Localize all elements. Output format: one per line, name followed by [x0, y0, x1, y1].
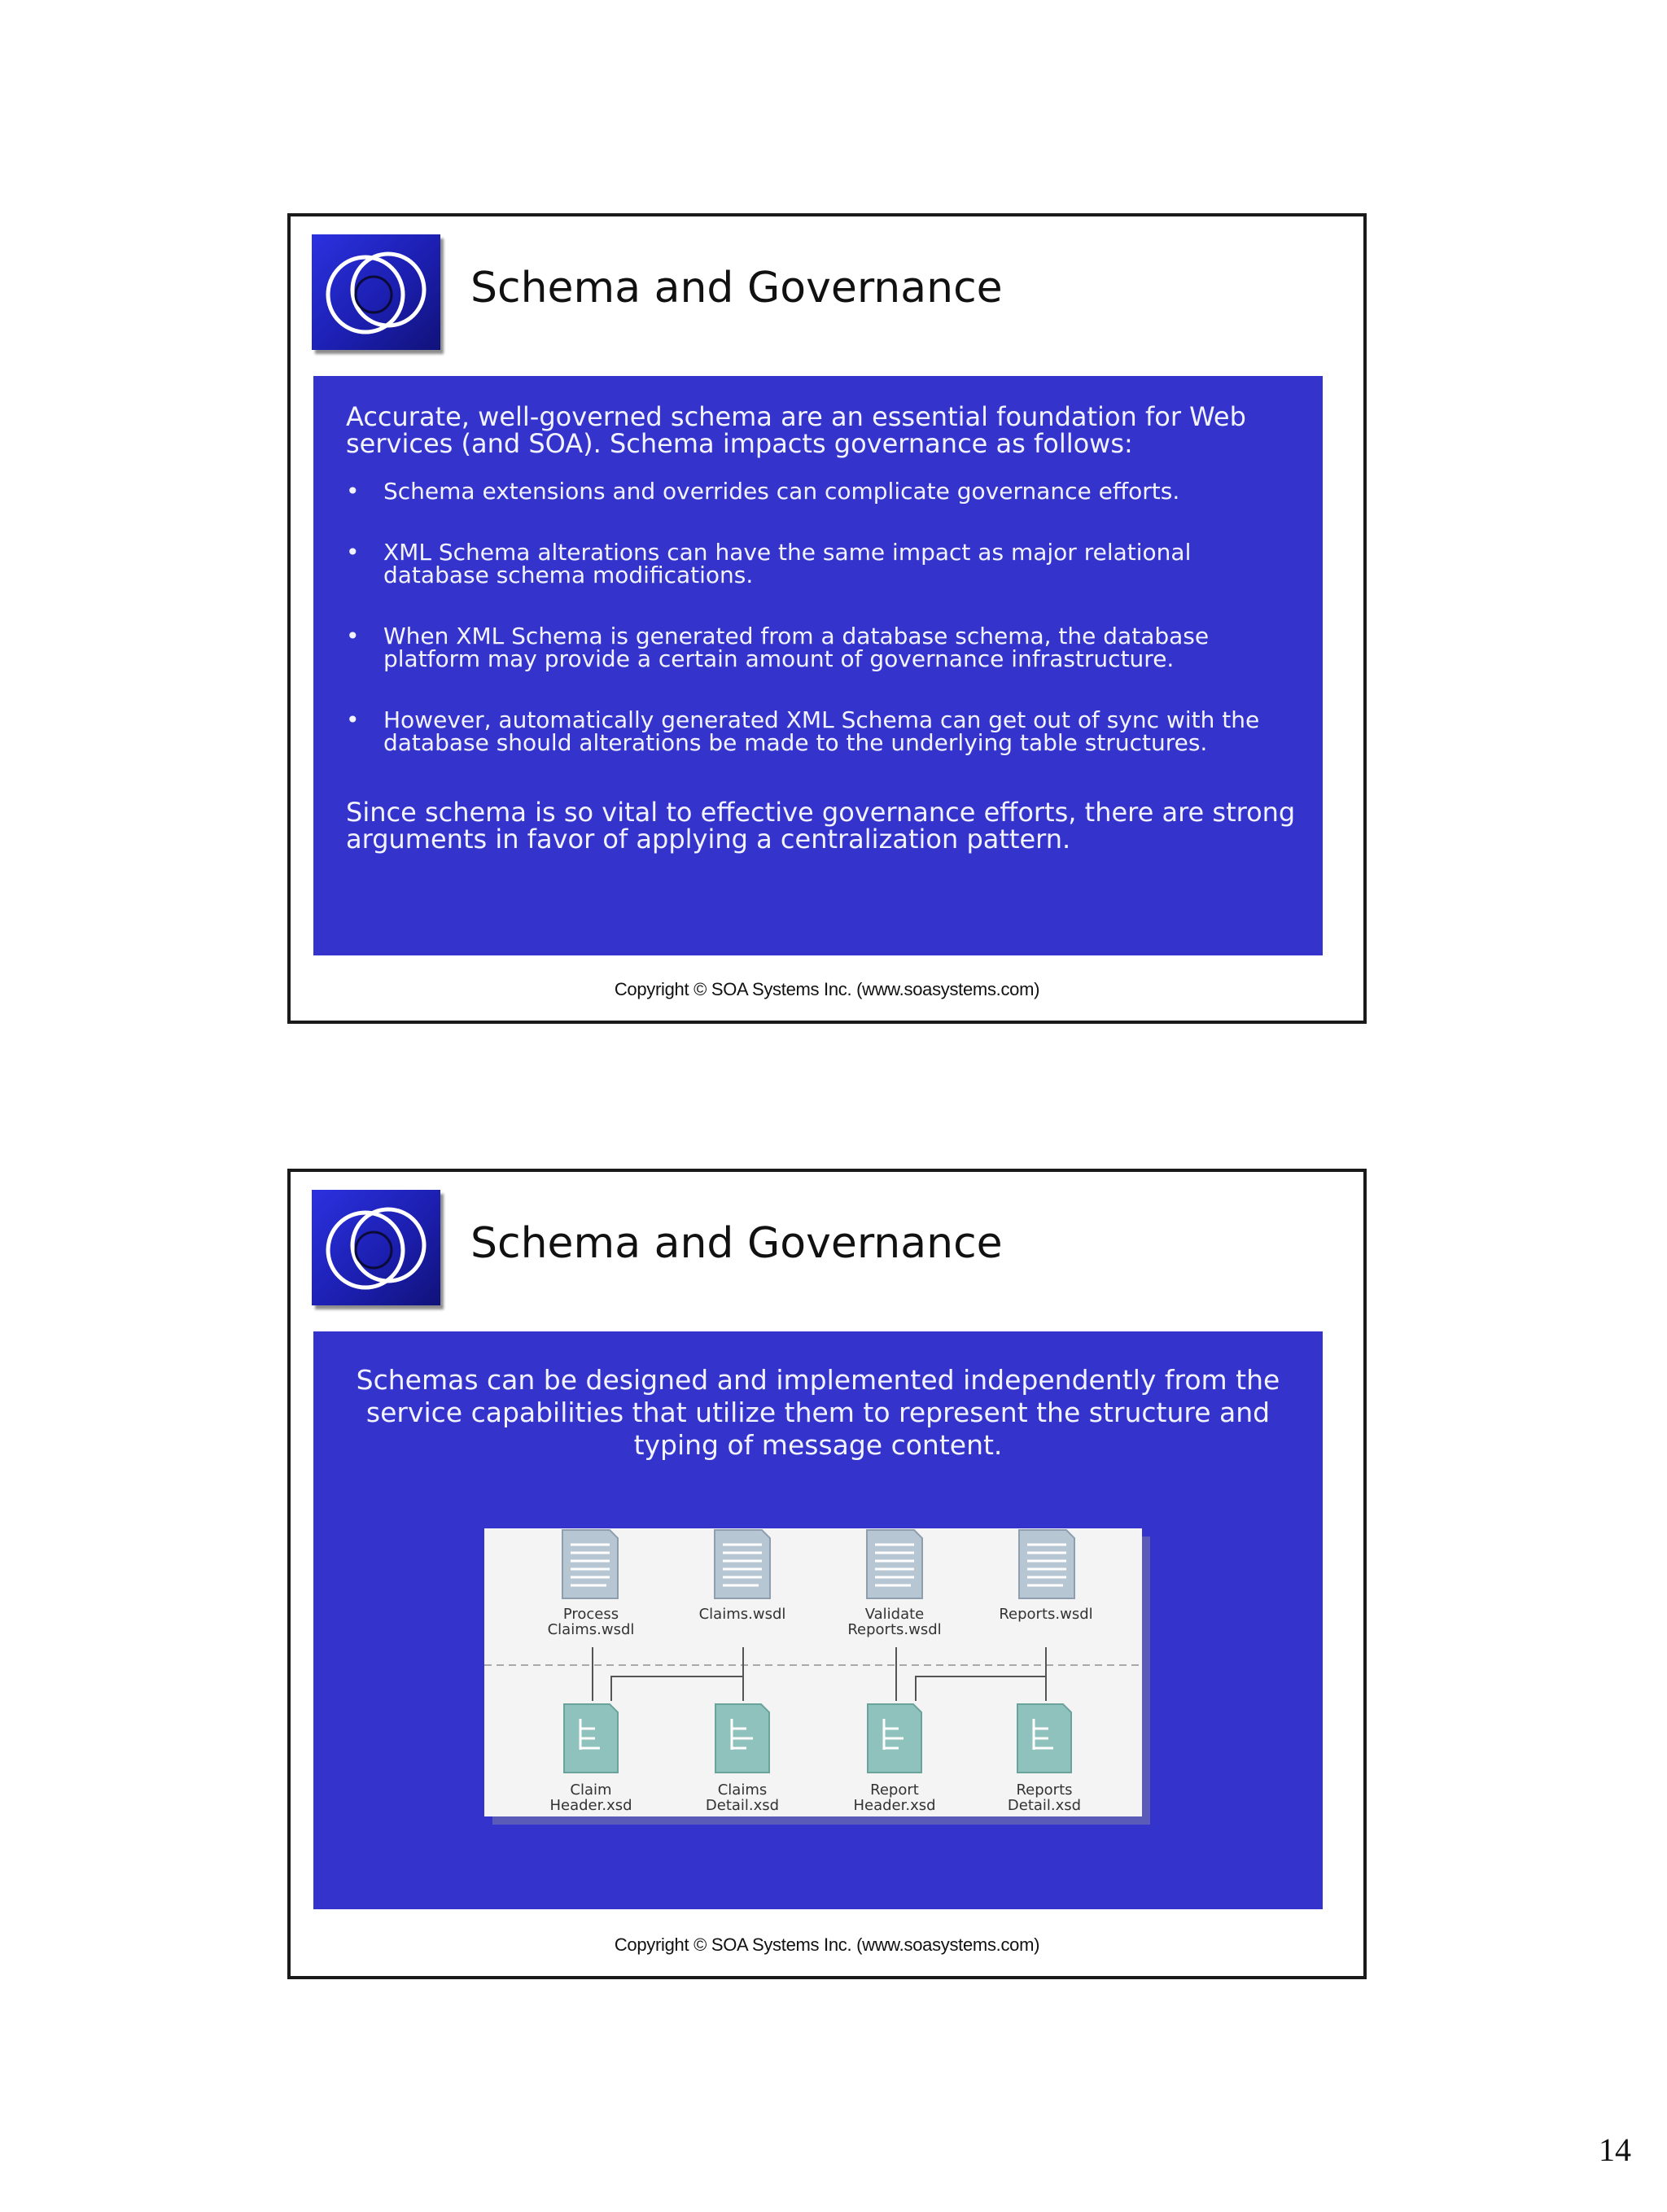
xsd-label: Claim Header.xsd — [549, 1781, 632, 1814]
wsdl-document-icon — [1019, 1530, 1074, 1598]
connector-lines — [593, 1647, 1046, 1701]
xsd-label: Claims Detail.xsd — [705, 1781, 780, 1814]
wsdl-label: Process Claims.wsdl — [547, 1606, 635, 1638]
content-panel — [313, 376, 1323, 955]
xsd-schema-document-icon — [1017, 1704, 1071, 1773]
wsdl-label: Validate Reports.wsdl — [847, 1606, 942, 1638]
slide-2 — [287, 1169, 1367, 1979]
overlapping-circles-logo-icon — [312, 234, 440, 350]
bullet-dot-icon: • — [346, 706, 360, 733]
overlapping-circles-logo-icon — [312, 1190, 440, 1305]
xsd-schema-document-icon — [868, 1704, 921, 1773]
slide-title: Schema and Governance — [470, 264, 1003, 313]
wsdl-label: Claims.wsdl — [698, 1606, 786, 1623]
bullet-list — [346, 480, 1298, 793]
description-text: Schemas can be designed and implemented independently from the service capabilities that utilize them to represent the structure and typing of message content. — [356, 1364, 1280, 1461]
content-panel — [313, 1331, 1323, 1909]
bullet-item: • When XML Schema is generated from a database schema, the database platform may provide a certain amount of governance infrastructure. — [346, 623, 1210, 672]
bullet-item: • XML Schema alterations can have the same impact as major relational database schema modifications. — [346, 539, 1192, 588]
wsdl-document-icon — [867, 1530, 922, 1598]
copyright-footer: Copyright © SOA Systems Inc. (www.soasystems.com) — [614, 979, 1040, 999]
slide-title: Schema and Governance — [470, 1219, 1003, 1268]
wsdl-label: Reports.wsdl — [999, 1606, 1093, 1623]
wsdl-document-icon — [715, 1530, 770, 1598]
bullet-dot-icon: • — [346, 623, 360, 649]
xsd-label: Reports Detail.xsd — [1007, 1781, 1082, 1814]
slide-1 — [287, 213, 1367, 1024]
bullet-item: • Schema extensions and overrides can complicate governance efforts. — [346, 478, 1180, 505]
intro-text: Accurate, well-governed schema are an essential foundation for Web services (and SOA). Schema impacts governance as follows: — [346, 401, 1246, 459]
copyright-footer: Copyright © SOA Systems Inc. (www.soasystems.com) — [614, 1934, 1040, 1955]
page-number: 14 — [1599, 2131, 1631, 2168]
xsd-schema-document-icon — [564, 1704, 618, 1773]
xsd-schema-document-icon — [715, 1704, 769, 1773]
wsdl-document-icon — [562, 1530, 618, 1598]
bullet-dot-icon: • — [346, 539, 360, 566]
diagram-graphics — [484, 1528, 1142, 1816]
bullet-dot-icon: • — [346, 478, 360, 505]
schema-diagram — [484, 1528, 1142, 1816]
bullet-item: • However, automatically generated XML Schema can get out of sync with the database should alterations be made to the underlying table structures. — [346, 706, 1260, 756]
xsd-label: Report Header.xsd — [853, 1781, 936, 1814]
closing-text: Since schema is so vital to effective governance efforts, there are strong arguments in favor of applying a centralization pattern. — [346, 797, 1296, 855]
